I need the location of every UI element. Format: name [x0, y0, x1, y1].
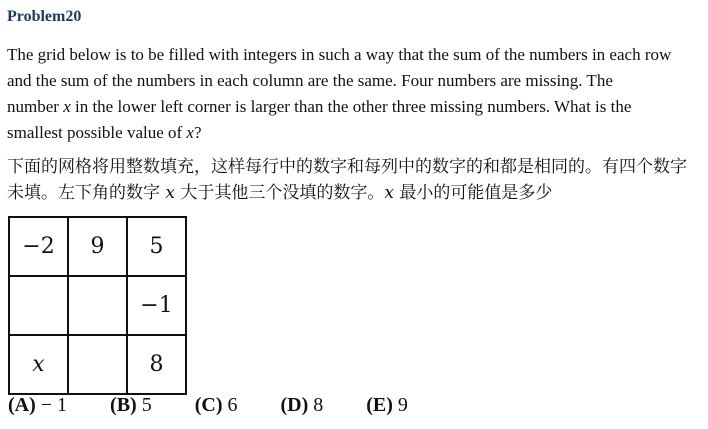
text-segment: and the sum of the numbers in each column are the same. Four numbers are missing. The	[7, 71, 613, 90]
grid-cell-x: x	[9, 335, 68, 394]
text-segment: in the lower left corner is larger than the other three missing numbers. What is the	[70, 97, 632, 116]
choice-label: (E)	[366, 394, 393, 416]
problem-text-english	[7, 42, 701, 146]
problem-title: Problem20	[7, 8, 82, 25]
grid-row	[9, 335, 186, 394]
choice-label: (B)	[110, 394, 137, 416]
math-variable-x: x	[384, 183, 394, 203]
grid-cell-empty	[9, 276, 68, 335]
text-segment: ?	[193, 123, 202, 142]
choice-a	[8, 394, 67, 417]
english-line-2	[7, 68, 701, 94]
choice-d	[280, 394, 323, 417]
text-segment: 下面的网格将用整数填充，这样每行中的数字和每列中的数字的和都是相同的。有四个数字	[7, 157, 687, 177]
math-variable-x: x	[165, 183, 175, 203]
grid-cell: 9	[68, 217, 127, 276]
text-segment: smallest possible value of	[7, 123, 187, 142]
choice-label: (C)	[194, 394, 223, 416]
problem-text-chinese	[7, 154, 705, 206]
math-variable-x: x	[63, 97, 71, 116]
english-line-3	[7, 94, 701, 120]
chinese-line-2	[7, 180, 705, 206]
choice-value: 5	[141, 394, 152, 416]
text-segment: 大于其他三个没填的数字。	[175, 183, 385, 203]
chinese-line-1	[7, 154, 705, 180]
grid-cell: −2	[9, 217, 68, 276]
english-line-1	[7, 42, 701, 68]
grid-row	[9, 217, 186, 276]
grid-cell-empty	[68, 276, 127, 335]
choice-b	[110, 394, 152, 417]
choice-e	[366, 394, 408, 417]
answer-choices	[8, 394, 408, 417]
text-segment: 未填。左下角的数字	[7, 183, 166, 203]
math-variable-x: x	[186, 123, 194, 142]
text-segment: number	[7, 97, 64, 116]
text-segment: 最小的可能值是多少	[394, 183, 553, 203]
text-segment: The grid below is to be filled with integers in such a way that the sum of the numbers in each row	[7, 45, 672, 64]
choice-c	[195, 394, 238, 417]
choice-value: − 1	[40, 394, 68, 416]
grid-cell: −1	[127, 276, 186, 335]
number-grid	[8, 216, 187, 395]
choice-value: 6	[227, 394, 238, 416]
choice-label: (D)	[280, 394, 309, 416]
grid-cell: 5	[127, 217, 186, 276]
english-line-4	[7, 120, 701, 146]
grid-row	[9, 276, 186, 335]
grid-cell: 8	[127, 335, 186, 394]
grid-cell-empty	[68, 335, 127, 394]
choice-value: 8	[313, 394, 324, 416]
choice-label: (A)	[8, 394, 36, 416]
choice-value: 9	[397, 394, 408, 416]
